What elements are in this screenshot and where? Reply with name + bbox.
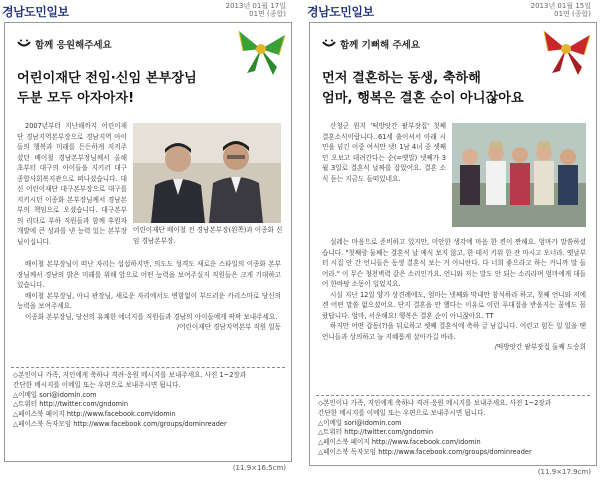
article-paragraph: 하지만 어떤 갑동(?)을 뒤로하고 셋째 결혼식에 축하 글 남깁니다. 어린고 힘든 일 있을 땐 언니들과 상의하고 늘 지혜롭게 살아가길 바라. — [322, 322, 586, 341]
issue-date-line: 2013년 01월 15일 — [530, 2, 591, 10]
submission-info — [13, 371, 285, 430]
masthead — [305, 0, 605, 22]
right-column — [305, 0, 605, 482]
masthead — [0, 0, 300, 22]
article-title-line: 어린이재단 전임·신임 본부장님 — [17, 71, 197, 86]
photo-caption: 어린이재단 배이철 전 경남본부장(왼쪽)과 이종화 신임 경남본부장. — [133, 226, 283, 245]
section-heading-text: 함께 기뻐해 주세요 — [340, 40, 421, 51]
twitter-line: △트위터 http://twitter.com/gndomin — [318, 428, 434, 437]
article-title-line: 엄마, 행복은 결혼 순이 아니잖아요 — [322, 91, 524, 106]
twitter-line: △트위터 http://twitter.com/gndomin — [13, 400, 129, 409]
article-signature: /떡방앗간 팥부잣집 둘째 도승희 — [494, 343, 586, 351]
submission-info — [318, 399, 590, 458]
issue-page-line: 01면 (종합) — [249, 10, 286, 18]
submission-line: ◇본인이나 가족, 지인에게 축하나 격려·응원 메시지를 보내주세요. 사진 1~2장과 — [13, 371, 247, 379]
message-card — [309, 22, 597, 466]
left-column — [0, 0, 300, 482]
footer-divider — [11, 367, 285, 368]
issue-date-line: 2013년 01월 17일 — [225, 2, 286, 10]
email-line: △이메일 sori@idomin.com — [318, 418, 402, 427]
smile-icon — [322, 39, 336, 48]
article-title-line: 두분 모두 아자아자! — [17, 91, 135, 106]
portrait-photo — [133, 123, 281, 223]
issue-date — [226, 2, 286, 18]
two-men-portrait-image — [133, 123, 281, 223]
article-paragraph: 설레는 마음으로 준비하고 있지만, 미안한 생각에 마음 한 켠이 짠해요. 엄마가 말씀하셨습니다. "첫째랑 둘째는 결혼식 날 예식 보지 않고, 한 테서 키워 한 잔 마시고 오너라. 옛날부터 시집 안 간 언니들은 동생 결혼식 보는 거 아니란다. 다 너희 좋으라고 하는 거니까 말 들어라." 이 무슨 청천벽력 같은 소리인가요. 언니와 저는 말도 안 되는 소리라며 엄마에게 대들어 한바탕 소동이 일었지요. — [322, 238, 586, 288]
newspaper-logo: 경남도민일보 — [307, 5, 374, 19]
issue-date — [531, 2, 591, 18]
issue-page-line: 01면 (종합) — [554, 10, 591, 18]
clipping-size: (11.9×17.9cm) — [537, 468, 591, 476]
article-body-bottom — [17, 259, 281, 333]
facebook-page-line: △페이스북 페이지 http://www.facebook.com/idomin — [318, 438, 481, 447]
article-paragraph: 이종화 본부장님, 당신의 유쾌한 에너지를 직원들과 경남의 아이들에게 팍팍 보내주세요. — [25, 312, 278, 321]
article-paragraph: 시실 지난 12일 양가 상견례에도, 엄마는 넷째와 막내만 참석하라 하고, 첫째 언니와 저에겐 어떤 말씀 없으셨어요. 단지 결혼을 안 했다는 이유로 이런 푸대접을 받을지는 꿈에도 몰랐답니다. 엄마, 서운해요! 행복은 결혼 순이 아니잖아요. TT — [322, 290, 586, 320]
article-title — [322, 69, 586, 109]
group-photo — [452, 123, 586, 227]
article-body-top — [322, 121, 446, 184]
message-card — [4, 22, 292, 462]
facebook-group-line: △페이스북 독자모임 http://www.facebook.com/groups/dominreader — [318, 447, 532, 456]
facebook-group-line: △페이스북 독자모임 http://www.facebook.com/groups/dominreader — [13, 419, 227, 428]
article-paragraph: 배이철 본부장님이 떠난 자리는 섭섭하지만, 의도도 성격도 새로운 스타일의 이종화 본부장님께서 경남의 밝은 미래를 위해 앞으로 어떤 능력을 보여주실지 직원들은 크게 기대하고 있습니다. — [17, 260, 281, 289]
clipping-size: (11.9×16.5cm) — [232, 464, 286, 472]
article-paragraph: 2007년부터 지난해까지 어린이재단 경남지역본부장으로 경남지역 아이들의 행복과 미래를 든든하게 지켜주셨던 배이철 경남본부장님께서 올해 초부터 대구의 아이들을 지키러 대구종합사회복지관으로 떠나셨습니다. 대신 어린이재단 대구본부장으로 대구를 지키시던 이종화 본부장님께서 경남본부의 책임으로 오셨습니다. 대구본부의 리더로 부하 직원들과 함께 후원자 개발에 큰 성과를 낸 능력 있는 본부장님이십니다. — [17, 122, 127, 246]
article-paragraph: 산청군 원지 '떡방앗간 팥부잣집' 첫째 결혼소식이랍니다. 61세 출이셔서 아래 시민을 넘긴 이중 여식만 넷! 1남 4녀 중 셋째인 오보고 데려간다는 순(=옛말) 넷째가 3월 3일로 결혼식 날짜를 잡았어요. 결혼 소식 듣는 지금도 들떠있네요. — [322, 122, 446, 183]
submission-line: ◇본인이나 가족, 지인에게 축하나 격려·응원 메시지를 보내주세요. 사진 1~2장과 — [318, 399, 552, 407]
submission-line: 간단한 메시지를 이메일 또는 우편으로 보내주시면 됩니다. — [13, 380, 181, 389]
article-paragraph: 배이철 본부장님, 아니 관장님, 새로운 자리에서도 변함없이 부드러운 카리스마로 당신의 능력을 보여주세요. — [17, 291, 281, 310]
article-signature: /어린이재단 경남지역본부 직원 일동 — [176, 323, 281, 331]
article-title-line: 먼저 결혼하는 동생, 축하해 — [322, 71, 481, 86]
newspaper-logo: 경남도민일보 — [2, 5, 69, 19]
sisters-group-image — [452, 123, 586, 227]
facebook-page-line: △페이스북 페이지 http://www.facebook.com/idomin — [13, 410, 176, 419]
smile-icon — [17, 39, 31, 48]
submission-line: 간단한 메시지를 이메일 또는 우편으로 보내주시면 됩니다. — [318, 408, 486, 417]
article-body-top — [17, 121, 127, 247]
article-title — [17, 69, 281, 109]
section-heading-text: 함께 응원해주세요 — [35, 40, 112, 51]
article-body-bottom — [322, 237, 586, 353]
footer-divider — [316, 395, 590, 396]
email-line: △이메일 sori@idomin.com — [13, 390, 97, 399]
